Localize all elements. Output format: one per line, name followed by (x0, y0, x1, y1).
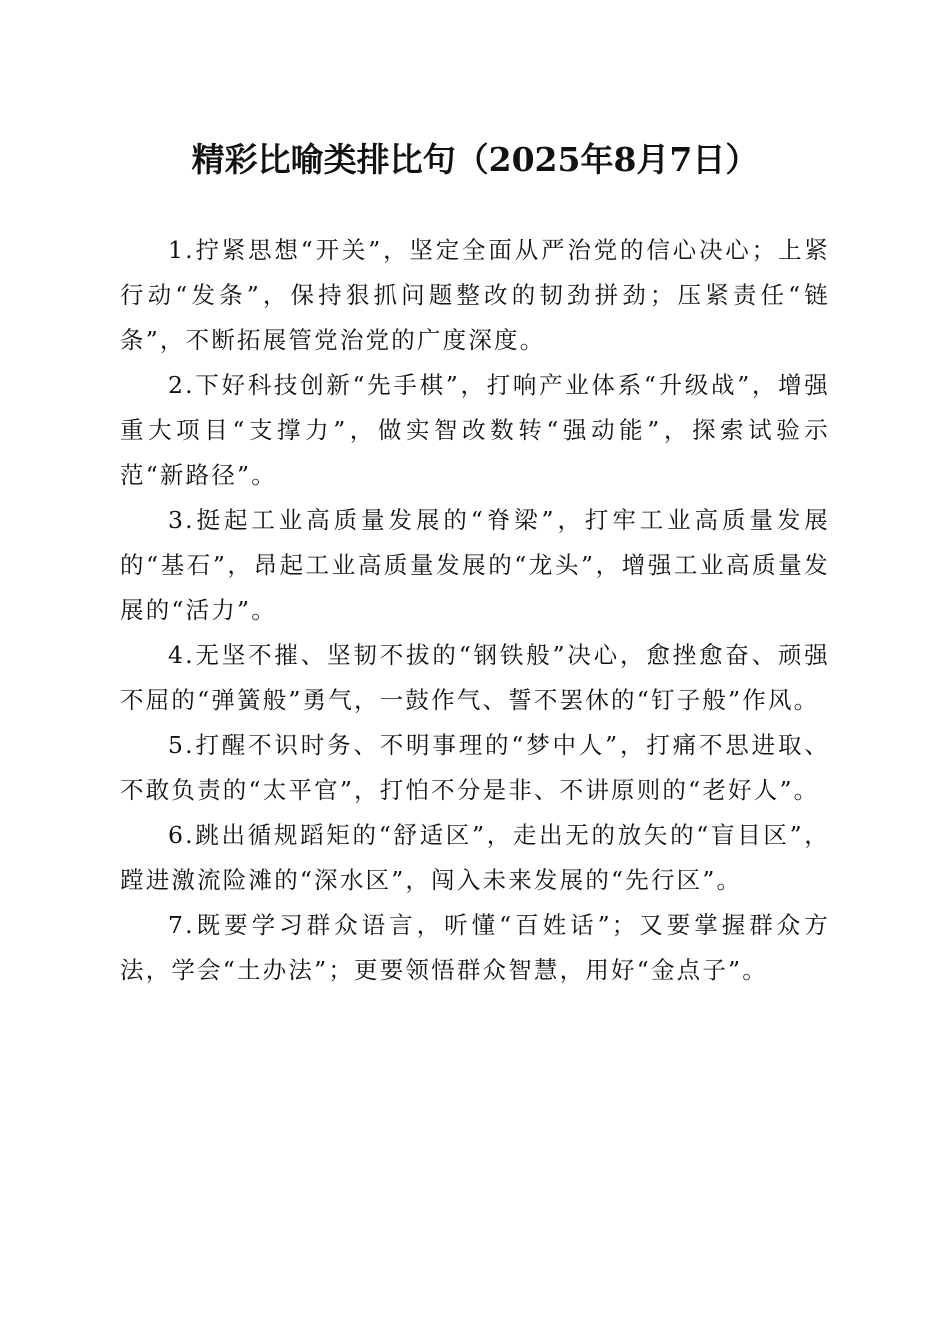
paragraph-1: 1.拧紧思想“开关”，坚定全面从严治党的信心决心；上紧行动“发条”，保持狠抓问题整改的韧劲拼劲；压紧责任“链条”，不断拓展管党治党的广度深度。 (120, 236, 830, 354)
paragraph-6: 6.跳出循规蹈矩的“舒适区”，走出无的放矢的“盲目区”，蹚进激流险滩的“深水区”，闯入未来发展的“先行区”。 (120, 821, 830, 894)
document-body (120, 228, 830, 993)
paragraph-7: 7.既要学习群众语言，听懂“百姓话”；又要掌握群众方法，学会“土办法”；更要领悟群众智慧，用好“金点子”。 (120, 911, 830, 984)
document-title: 精彩比喻类排比句（2025年8月7日） (191, 140, 759, 179)
paragraph-5: 5.打醒不识时务、不明事理的“梦中人”，打痛不思进取、不敢负责的“太平官”，打怕不分是非、不讲原则的“老好人”。 (120, 731, 830, 804)
paragraph-4: 4.无坚不摧、坚韧不拔的“钢铁般”决心，愈挫愈奋、顽强不屈的“弹簧般”勇气，一鼓作气、誓不罢休的“钉子般”作风。 (120, 641, 830, 714)
paragraph-2: 2.下好科技创新“先手棋”，打响产业体系“升级战”，增强重大项目“支撑力”，做实智改数转“强动能”，探索试验示范“新路径”。 (120, 371, 830, 489)
paragraph-3: 3.挺起工业高质量发展的“脊梁”，打牢工业高质量发展的“基石”，昂起工业高质量发展的“龙头”，增强工业高质量发展的“活力”。 (120, 506, 830, 624)
